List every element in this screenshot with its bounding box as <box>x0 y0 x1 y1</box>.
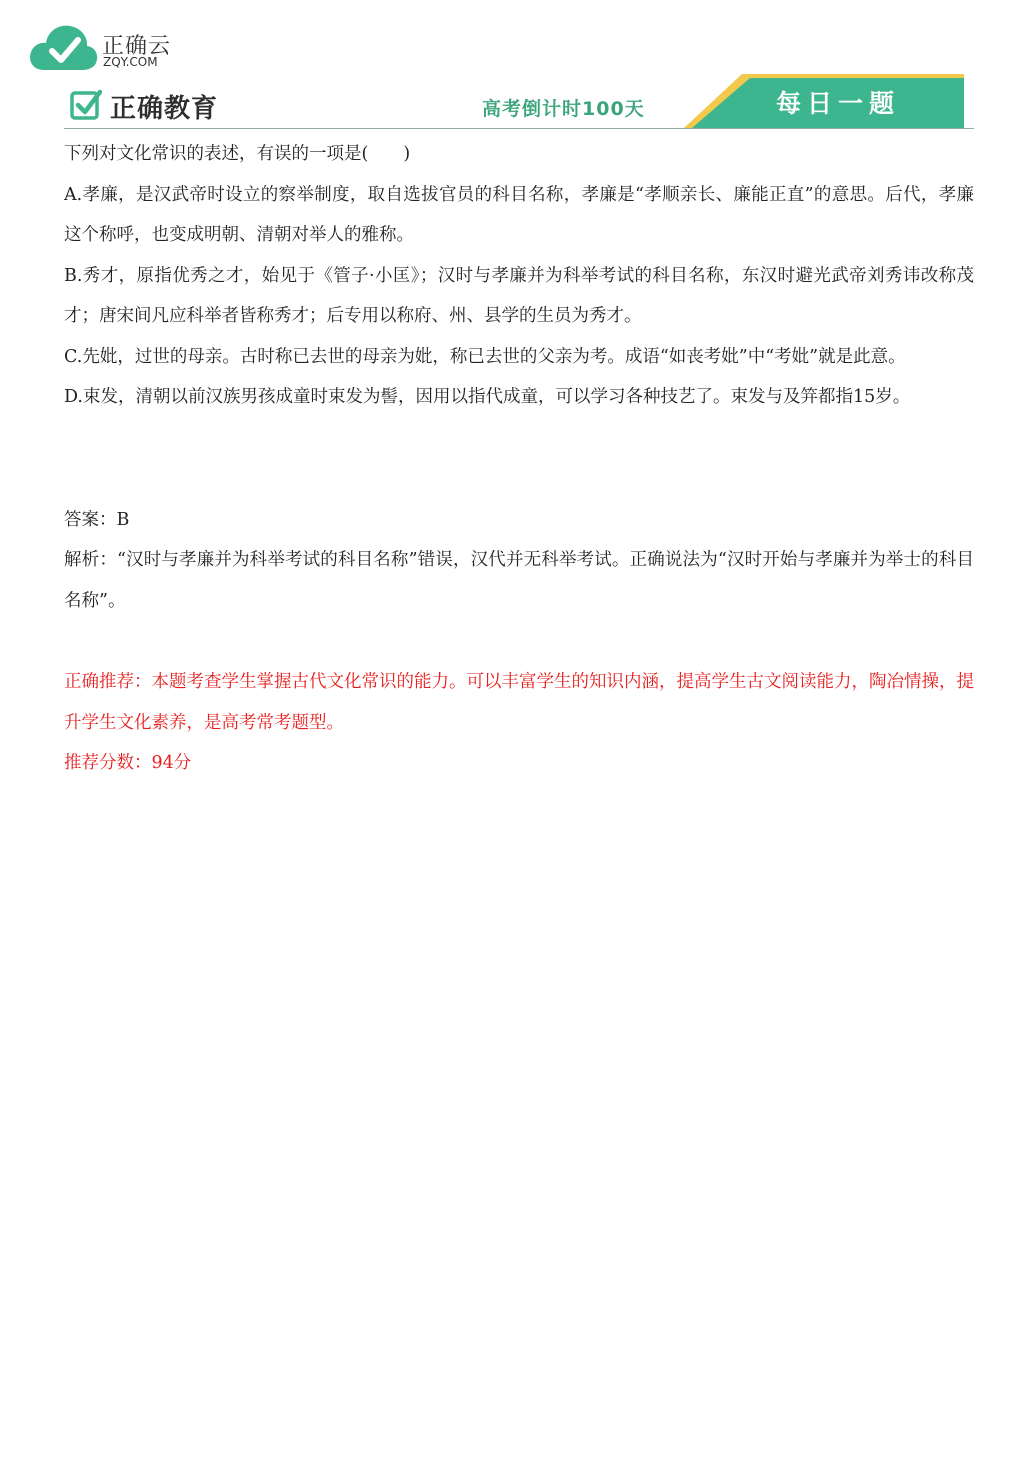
spacer <box>64 418 974 500</box>
recommendation: 正确推荐：本题考查学生掌握古代文化常识的能力。可以丰富学生的知识内涵，提高学生古文阅读能力，陶冶情操，提升学生文化素养，是高考常考题型。 <box>64 672 974 733</box>
option-a: A.孝廉，是汉武帝时设立的察举制度，取自选拔官员的科目名称，孝廉是“孝顺亲长、廉能正直”的意思。后代，孝廉这个称呼，也变成明朝、清朝对举人的雅称。 <box>64 184 974 245</box>
logo-name: 正确云 <box>102 34 172 59</box>
option-b: B.秀才，原指优秀之才，始见于《管子·小匡》；汉时与孝廉并为科举考试的科目名称，东汉时避光武帝刘秀讳改称茂才；唐宋间凡应科举者皆称秀才；后专用以称府、州、县学的生员为秀才。 <box>64 265 974 326</box>
question-content <box>64 134 974 784</box>
answer: 答案：B <box>64 509 130 530</box>
cloud-check-icon <box>28 20 100 74</box>
logo-url: ZQY.COM <box>103 55 158 69</box>
option-c: C.先妣，过世的母亲。古时称已去世的母亲为妣，称已去世的父亲为考。成语“如丧考妣”中“考妣”就是此意。 <box>64 346 906 367</box>
checkbox-icon <box>70 88 102 120</box>
header-divider <box>64 128 974 129</box>
daily-question-label: 每日一题 <box>776 89 901 118</box>
recommend-score: 推荐分数：94分 <box>64 753 192 773</box>
option-d: D.束发，清朝以前汉族男孩成童时束发为髻，因用以指代成童，可以学习各种技艺了。束发与及笄都指15岁。 <box>64 387 911 407</box>
analysis: 解析：“汉时与孝廉并为科举考试的科目名称”错误，汉代并无科举考试。正确说法为“汉时开始与孝廉并为举士的科目名称”。 <box>64 550 974 611</box>
brand-name: 正确教育 <box>110 94 219 124</box>
countdown-label: 高考倒计时100天 <box>482 98 645 120</box>
spacer <box>64 621 974 662</box>
page-header <box>64 74 974 130</box>
question-stem: 下列对文化常识的表述，有误的一项是( ) <box>64 144 411 164</box>
zqy-logo <box>28 20 178 74</box>
